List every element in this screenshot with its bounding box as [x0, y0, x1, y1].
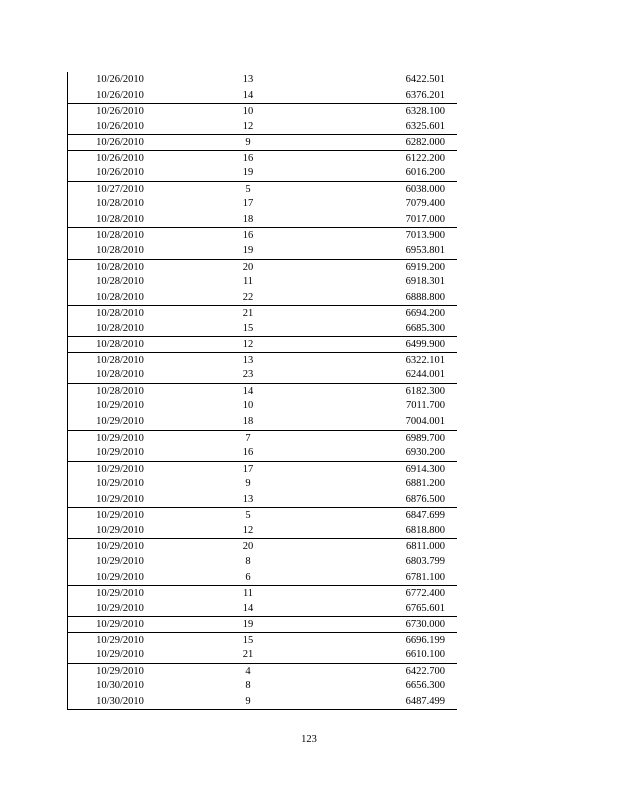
table-row [68, 321, 457, 337]
number-cell: 19 [242, 245, 254, 257]
value-cell: 6499.900 [405, 339, 445, 351]
value-cell: 6730.000 [405, 619, 445, 631]
date-cell: 10/29/2010 [96, 588, 144, 600]
table-row [68, 461, 457, 477]
number-cell: 18 [242, 213, 254, 225]
value-cell: 6919.200 [405, 261, 445, 273]
date-cell: 10/29/2010 [96, 524, 144, 536]
table-row [68, 398, 457, 414]
value-cell: 6016.200 [405, 167, 445, 179]
value-cell: 6322.101 [405, 354, 445, 366]
value-cell: 6122.200 [405, 152, 445, 164]
number-cell: 16 [242, 152, 254, 164]
table-row [68, 492, 457, 508]
date-cell: 10/28/2010 [96, 213, 144, 225]
table-row [68, 663, 457, 679]
number-cell: 11 [242, 276, 254, 288]
date-cell: 10/29/2010 [96, 432, 144, 444]
table-row [68, 554, 457, 570]
number-cell: 15 [242, 634, 254, 646]
number-cell: 23 [242, 369, 254, 381]
table-row [68, 694, 457, 710]
number-cell: 9 [245, 478, 251, 490]
value-cell: 6930.200 [405, 447, 445, 459]
number-cell: 16 [242, 447, 254, 459]
table-row [68, 119, 457, 135]
value-cell: 6772.400 [405, 588, 445, 600]
number-cell: 17 [242, 198, 254, 210]
value-cell: 6914.300 [405, 463, 445, 475]
date-cell: 10/30/2010 [96, 680, 144, 692]
number-cell: 5 [245, 183, 251, 195]
date-cell: 10/28/2010 [96, 291, 144, 303]
number-cell: 9 [245, 137, 251, 149]
number-cell: 9 [245, 695, 251, 707]
value-cell: 6610.100 [405, 649, 445, 661]
table-row [68, 165, 457, 181]
number-cell: 18 [242, 416, 254, 428]
date-cell: 10/28/2010 [96, 385, 144, 397]
date-cell: 10/29/2010 [96, 665, 144, 677]
date-cell: 10/26/2010 [96, 106, 144, 118]
table-row [68, 476, 457, 492]
date-cell: 10/30/2010 [96, 695, 144, 707]
table-row [68, 150, 457, 166]
number-cell: 13 [242, 74, 254, 85]
table-row [68, 72, 457, 88]
date-cell: 10/26/2010 [96, 137, 144, 149]
value-cell: 6422.700 [405, 665, 445, 677]
value-cell: 6989.700 [405, 432, 445, 444]
number-cell: 10 [242, 400, 254, 412]
date-cell: 10/26/2010 [96, 152, 144, 164]
date-cell: 10/26/2010 [96, 120, 144, 132]
number-cell: 21 [242, 649, 254, 661]
table-row [68, 383, 457, 399]
value-cell: 6696.199 [405, 634, 445, 646]
date-cell: 10/27/2010 [96, 183, 144, 195]
date-cell: 10/29/2010 [96, 400, 144, 412]
number-cell: 7 [245, 432, 251, 444]
table-row [68, 336, 457, 352]
number-cell: 14 [242, 602, 254, 614]
date-cell: 10/28/2010 [96, 245, 144, 257]
date-cell: 10/29/2010 [96, 602, 144, 614]
value-cell: 6781.100 [405, 571, 445, 583]
date-cell: 10/29/2010 [96, 478, 144, 490]
number-cell: 17 [242, 463, 254, 475]
value-cell: 6422.501 [405, 74, 445, 85]
value-cell: 7079.400 [405, 198, 445, 210]
table-row [68, 196, 457, 212]
number-cell: 13 [242, 354, 254, 366]
number-cell: 15 [242, 322, 254, 334]
number-cell: 6 [245, 571, 251, 583]
date-cell: 10/28/2010 [96, 261, 144, 273]
table-row [68, 585, 457, 601]
table-row [68, 367, 457, 383]
table-row [68, 445, 457, 461]
number-cell: 8 [245, 555, 251, 567]
date-cell: 10/29/2010 [96, 619, 144, 631]
date-cell: 10/26/2010 [96, 167, 144, 179]
value-cell: 6694.200 [405, 308, 445, 320]
table-row [68, 259, 457, 275]
value-cell: 6803.799 [405, 555, 445, 567]
value-cell: 6818.800 [405, 524, 445, 536]
table-row [68, 632, 457, 648]
value-cell: 6376.201 [405, 89, 445, 101]
table-row [68, 352, 457, 368]
number-cell: 19 [242, 167, 254, 179]
date-cell: 10/26/2010 [96, 89, 144, 101]
value-cell: 6487.499 [405, 695, 445, 707]
value-cell: 6876.500 [405, 493, 445, 505]
date-cell: 10/29/2010 [96, 571, 144, 583]
table-row [68, 212, 457, 228]
value-cell: 6918.301 [405, 276, 445, 288]
table-row [68, 647, 457, 663]
value-cell: 6656.300 [405, 680, 445, 692]
table-row [68, 290, 457, 306]
date-cell: 10/29/2010 [96, 510, 144, 522]
table-row [68, 523, 457, 539]
table-row [68, 88, 457, 104]
number-cell: 13 [242, 493, 254, 505]
value-cell: 6038.000 [405, 183, 445, 195]
table-row [68, 538, 457, 554]
value-cell: 6328.100 [405, 106, 445, 118]
number-cell: 11 [242, 588, 254, 600]
number-cell: 22 [242, 291, 254, 303]
table-row [68, 243, 457, 259]
value-cell: 6244.001 [405, 369, 445, 381]
value-cell: 7017.000 [405, 213, 445, 225]
date-cell: 10/28/2010 [96, 354, 144, 366]
table-row [68, 305, 457, 321]
number-cell: 12 [242, 339, 254, 351]
number-cell: 10 [242, 106, 254, 118]
date-cell: 10/29/2010 [96, 447, 144, 459]
table-row [68, 414, 457, 430]
table-row [68, 134, 457, 150]
date-cell: 10/29/2010 [96, 541, 144, 553]
date-cell: 10/29/2010 [96, 634, 144, 646]
value-cell: 6888.800 [405, 291, 445, 303]
table-row [68, 616, 457, 632]
value-cell: 6811.000 [406, 541, 445, 553]
value-cell: 6847.699 [405, 510, 445, 522]
date-cell: 10/29/2010 [96, 463, 144, 475]
table-row [68, 507, 457, 523]
table-row [68, 570, 457, 586]
number-cell: 20 [242, 261, 254, 273]
date-cell: 10/29/2010 [96, 649, 144, 661]
value-cell: 7013.900 [405, 230, 445, 242]
date-cell: 10/28/2010 [96, 230, 144, 242]
value-cell: 6282.000 [405, 137, 445, 149]
date-cell: 10/28/2010 [96, 322, 144, 334]
date-cell: 10/28/2010 [96, 198, 144, 210]
data-table [67, 72, 457, 710]
table-row [68, 103, 457, 119]
date-cell: 10/28/2010 [96, 369, 144, 381]
value-cell: 6881.200 [405, 478, 445, 490]
page-number: 123 [301, 734, 317, 745]
number-cell: 12 [242, 120, 254, 132]
table-row [68, 181, 457, 197]
date-cell: 10/29/2010 [96, 555, 144, 567]
date-cell: 10/29/2010 [96, 493, 144, 505]
date-cell: 10/26/2010 [96, 74, 144, 85]
number-cell: 16 [242, 230, 254, 242]
value-cell: 6953.801 [405, 245, 445, 257]
number-cell: 19 [242, 619, 254, 631]
number-cell: 12 [242, 524, 254, 536]
value-cell: 6765.601 [405, 602, 445, 614]
value-cell: 6325.601 [405, 120, 445, 132]
date-cell: 10/28/2010 [96, 276, 144, 288]
number-cell: 4 [245, 665, 251, 677]
table-row [68, 678, 457, 694]
number-cell: 5 [245, 510, 251, 522]
number-cell: 20 [242, 541, 254, 553]
table-row [68, 601, 457, 617]
number-cell: 8 [245, 680, 251, 692]
value-cell: 7004.001 [405, 416, 445, 428]
number-cell: 14 [242, 89, 254, 101]
date-cell: 10/28/2010 [96, 339, 144, 351]
date-cell: 10/29/2010 [96, 416, 144, 428]
value-cell: 7011.700 [406, 400, 445, 412]
number-cell: 14 [242, 385, 254, 397]
table-row [68, 227, 457, 243]
value-cell: 6685.300 [405, 322, 445, 334]
value-cell: 6182.300 [405, 385, 445, 397]
number-cell: 21 [242, 308, 254, 320]
date-cell: 10/28/2010 [96, 308, 144, 320]
table-row [68, 430, 457, 446]
table-row [68, 274, 457, 290]
